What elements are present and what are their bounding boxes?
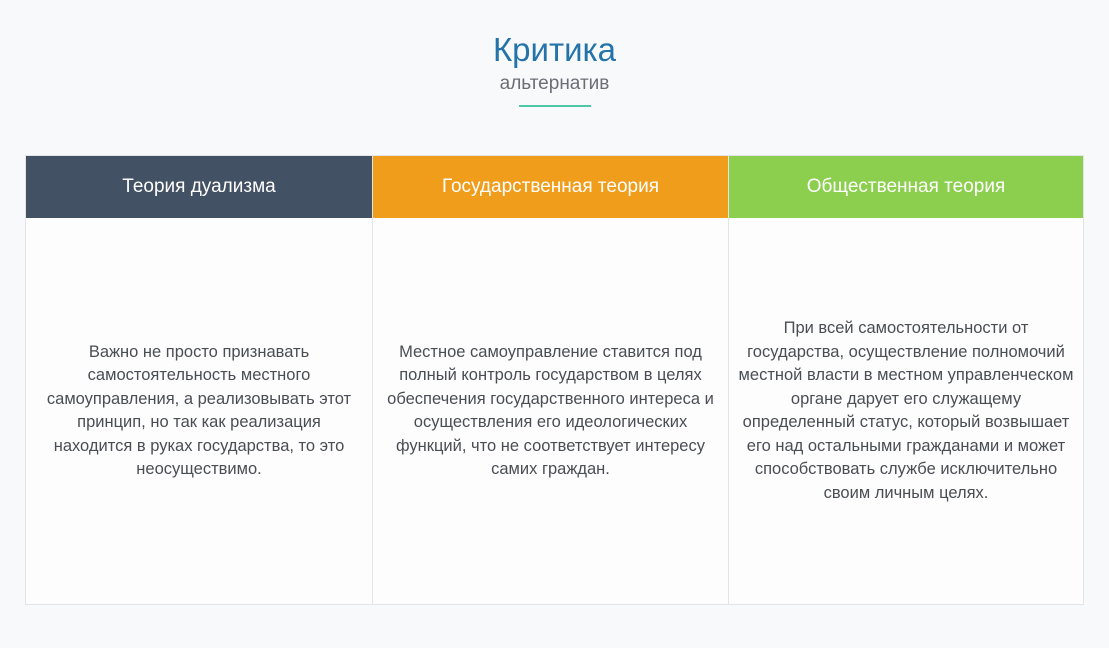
column-heading: Общественная теория xyxy=(729,156,1083,218)
column-text: При всей самостоятельности от государства, осуществление полномочий местной власти в местном управленческом органе дарует его служащему определенный статус, который возвышает его над остальными гражданами и может способствовать службе исключительно своим личным целях. xyxy=(738,319,1074,502)
page-title: Критика xyxy=(492,31,617,68)
column-body xyxy=(373,218,728,604)
column-text: Важно не просто признавать самостоятельность местного самоуправления, а реализовывать этот принцип, но так как реализация находится в руках государства, то это неосуществимо. xyxy=(46,342,352,478)
column-public-theory xyxy=(729,156,1083,604)
column-body xyxy=(729,218,1083,604)
column-dualism-theory xyxy=(26,156,373,604)
page-subtitle: альтернатив xyxy=(499,73,610,94)
column-heading: Теория дуализма xyxy=(26,156,372,218)
comparison-table xyxy=(25,155,1084,605)
column-text: Местное самоуправление ставится под полный контроль государством в целях обеспечения государственного интереса и осуществления его идеологических функций, что не соответствует интересу самих граждан. xyxy=(387,342,714,478)
column-heading: Государственная теория xyxy=(373,156,728,218)
column-body xyxy=(26,218,372,604)
page-header xyxy=(0,30,1109,107)
column-state-theory xyxy=(373,156,729,604)
title-underline xyxy=(519,105,591,107)
